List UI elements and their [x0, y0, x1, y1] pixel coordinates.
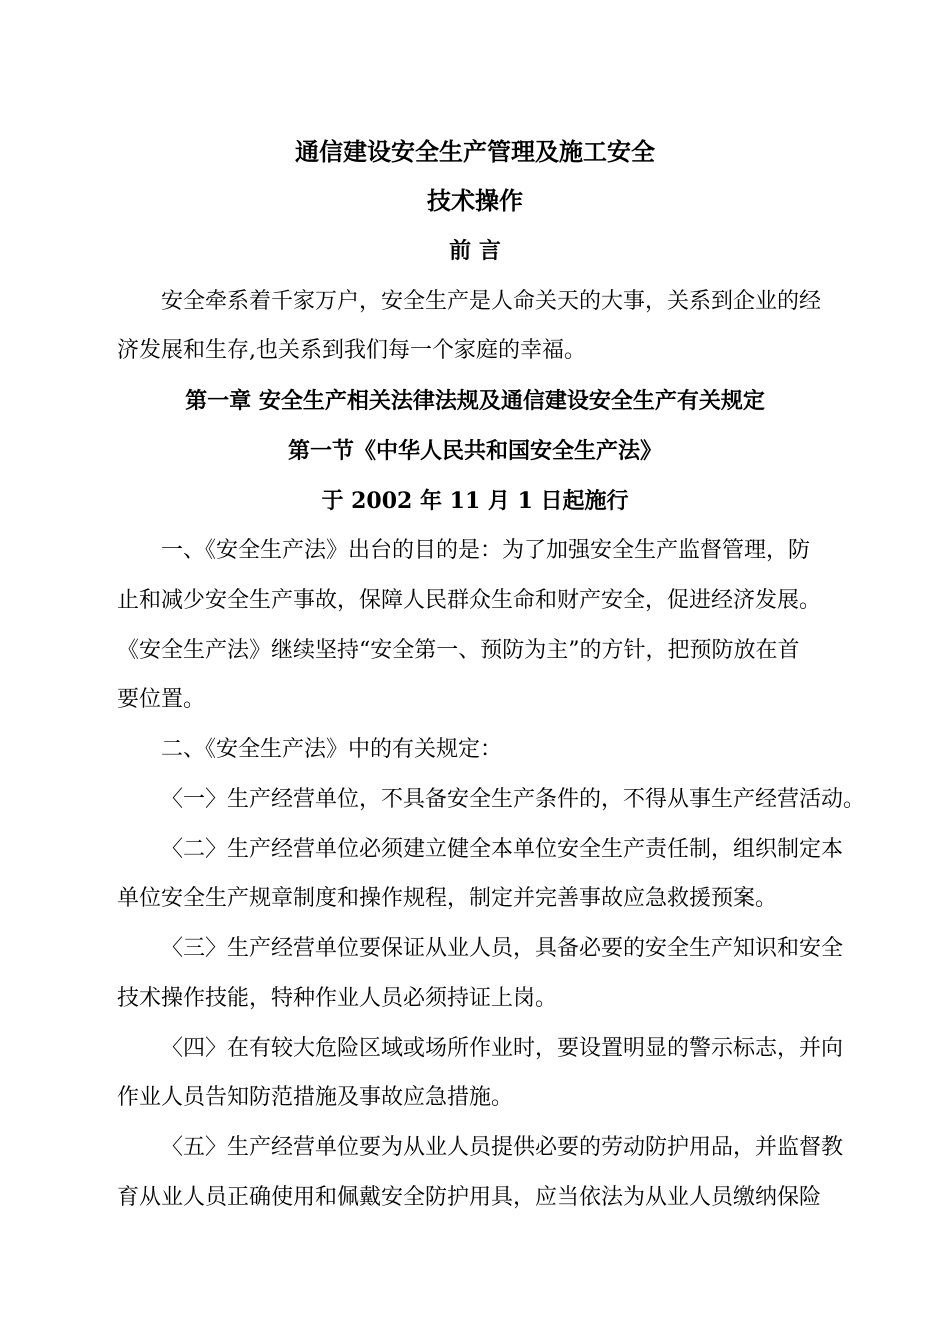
sub-item-2-line: 〈二〉生产经营单位必须建立健全本单位安全生产责任制，组织制定本: [161, 837, 844, 862]
preface-heading: 前 言: [449, 238, 501, 264]
document-title-line2: 技术操作: [427, 186, 523, 215]
preface-paragraph-line: 安全牵系着千家万户，安全生产是人命关天的大事，关系到企业的经: [161, 289, 822, 314]
document-title-line1: 通信建设安全生产管理及施工安全: [295, 137, 655, 166]
preface-paragraph-line: 济发展和生存,也关系到我们每一个家庭的幸福。: [117, 338, 586, 363]
sub-item-3-line: 技术操作技能，特种作业人员必须持证上岗。: [117, 986, 558, 1011]
sub-item-1-line: 〈一〉生产经营单位，不具备安全生产条件的，不得从事生产经营活动。: [161, 787, 866, 812]
item-2-line: 二、《安全生产法》中的有关规定：: [161, 737, 503, 762]
item-1-line: 要位置。: [117, 687, 206, 712]
sub-item-4-line: 作业人员告知防范措施及事故应急措施。: [117, 1085, 514, 1110]
section-heading: 第一节《中华人民共和国安全生产法》: [287, 438, 662, 464]
sub-item-4-line: 〈四〉在有较大危险区域或场所作业时，要设置明显的警示标志，并向: [161, 1036, 844, 1061]
item-1-line: 一、《安全生产法》出台的目的是：为了加强安全生产监督管理，防: [161, 538, 811, 563]
sub-item-5-line: 育从业人员正确使用和佩戴安全防护用具，应当依法为从业人员缴纳保险: [117, 1185, 822, 1210]
item-1-line: 《安全生产法》继续坚持“安全第一、预防为主”的方针，把预防放在首: [117, 638, 800, 663]
sub-item-3-line: 〈三〉生产经营单位要保证从业人员，具备必要的安全生产知识和安全: [161, 936, 844, 961]
sub-item-5-line: 〈五〉生产经营单位要为从业人员提供必要的劳动防护用品，并监督教: [161, 1135, 844, 1160]
sub-item-2-line: 单位安全生产规章制度和操作规程，制定并完善事故应急救援预案。: [117, 886, 778, 911]
effective-date-heading: 于 2002 年 11 月 1 日起施行: [321, 488, 629, 514]
chapter-heading: 第一章 安全生产相关法律法规及通信建设安全生产有关规定: [185, 388, 765, 414]
item-1-line: 止和减少安全生产事故，保障人民群众生命和财产安全，促进经济发展。: [117, 588, 822, 613]
